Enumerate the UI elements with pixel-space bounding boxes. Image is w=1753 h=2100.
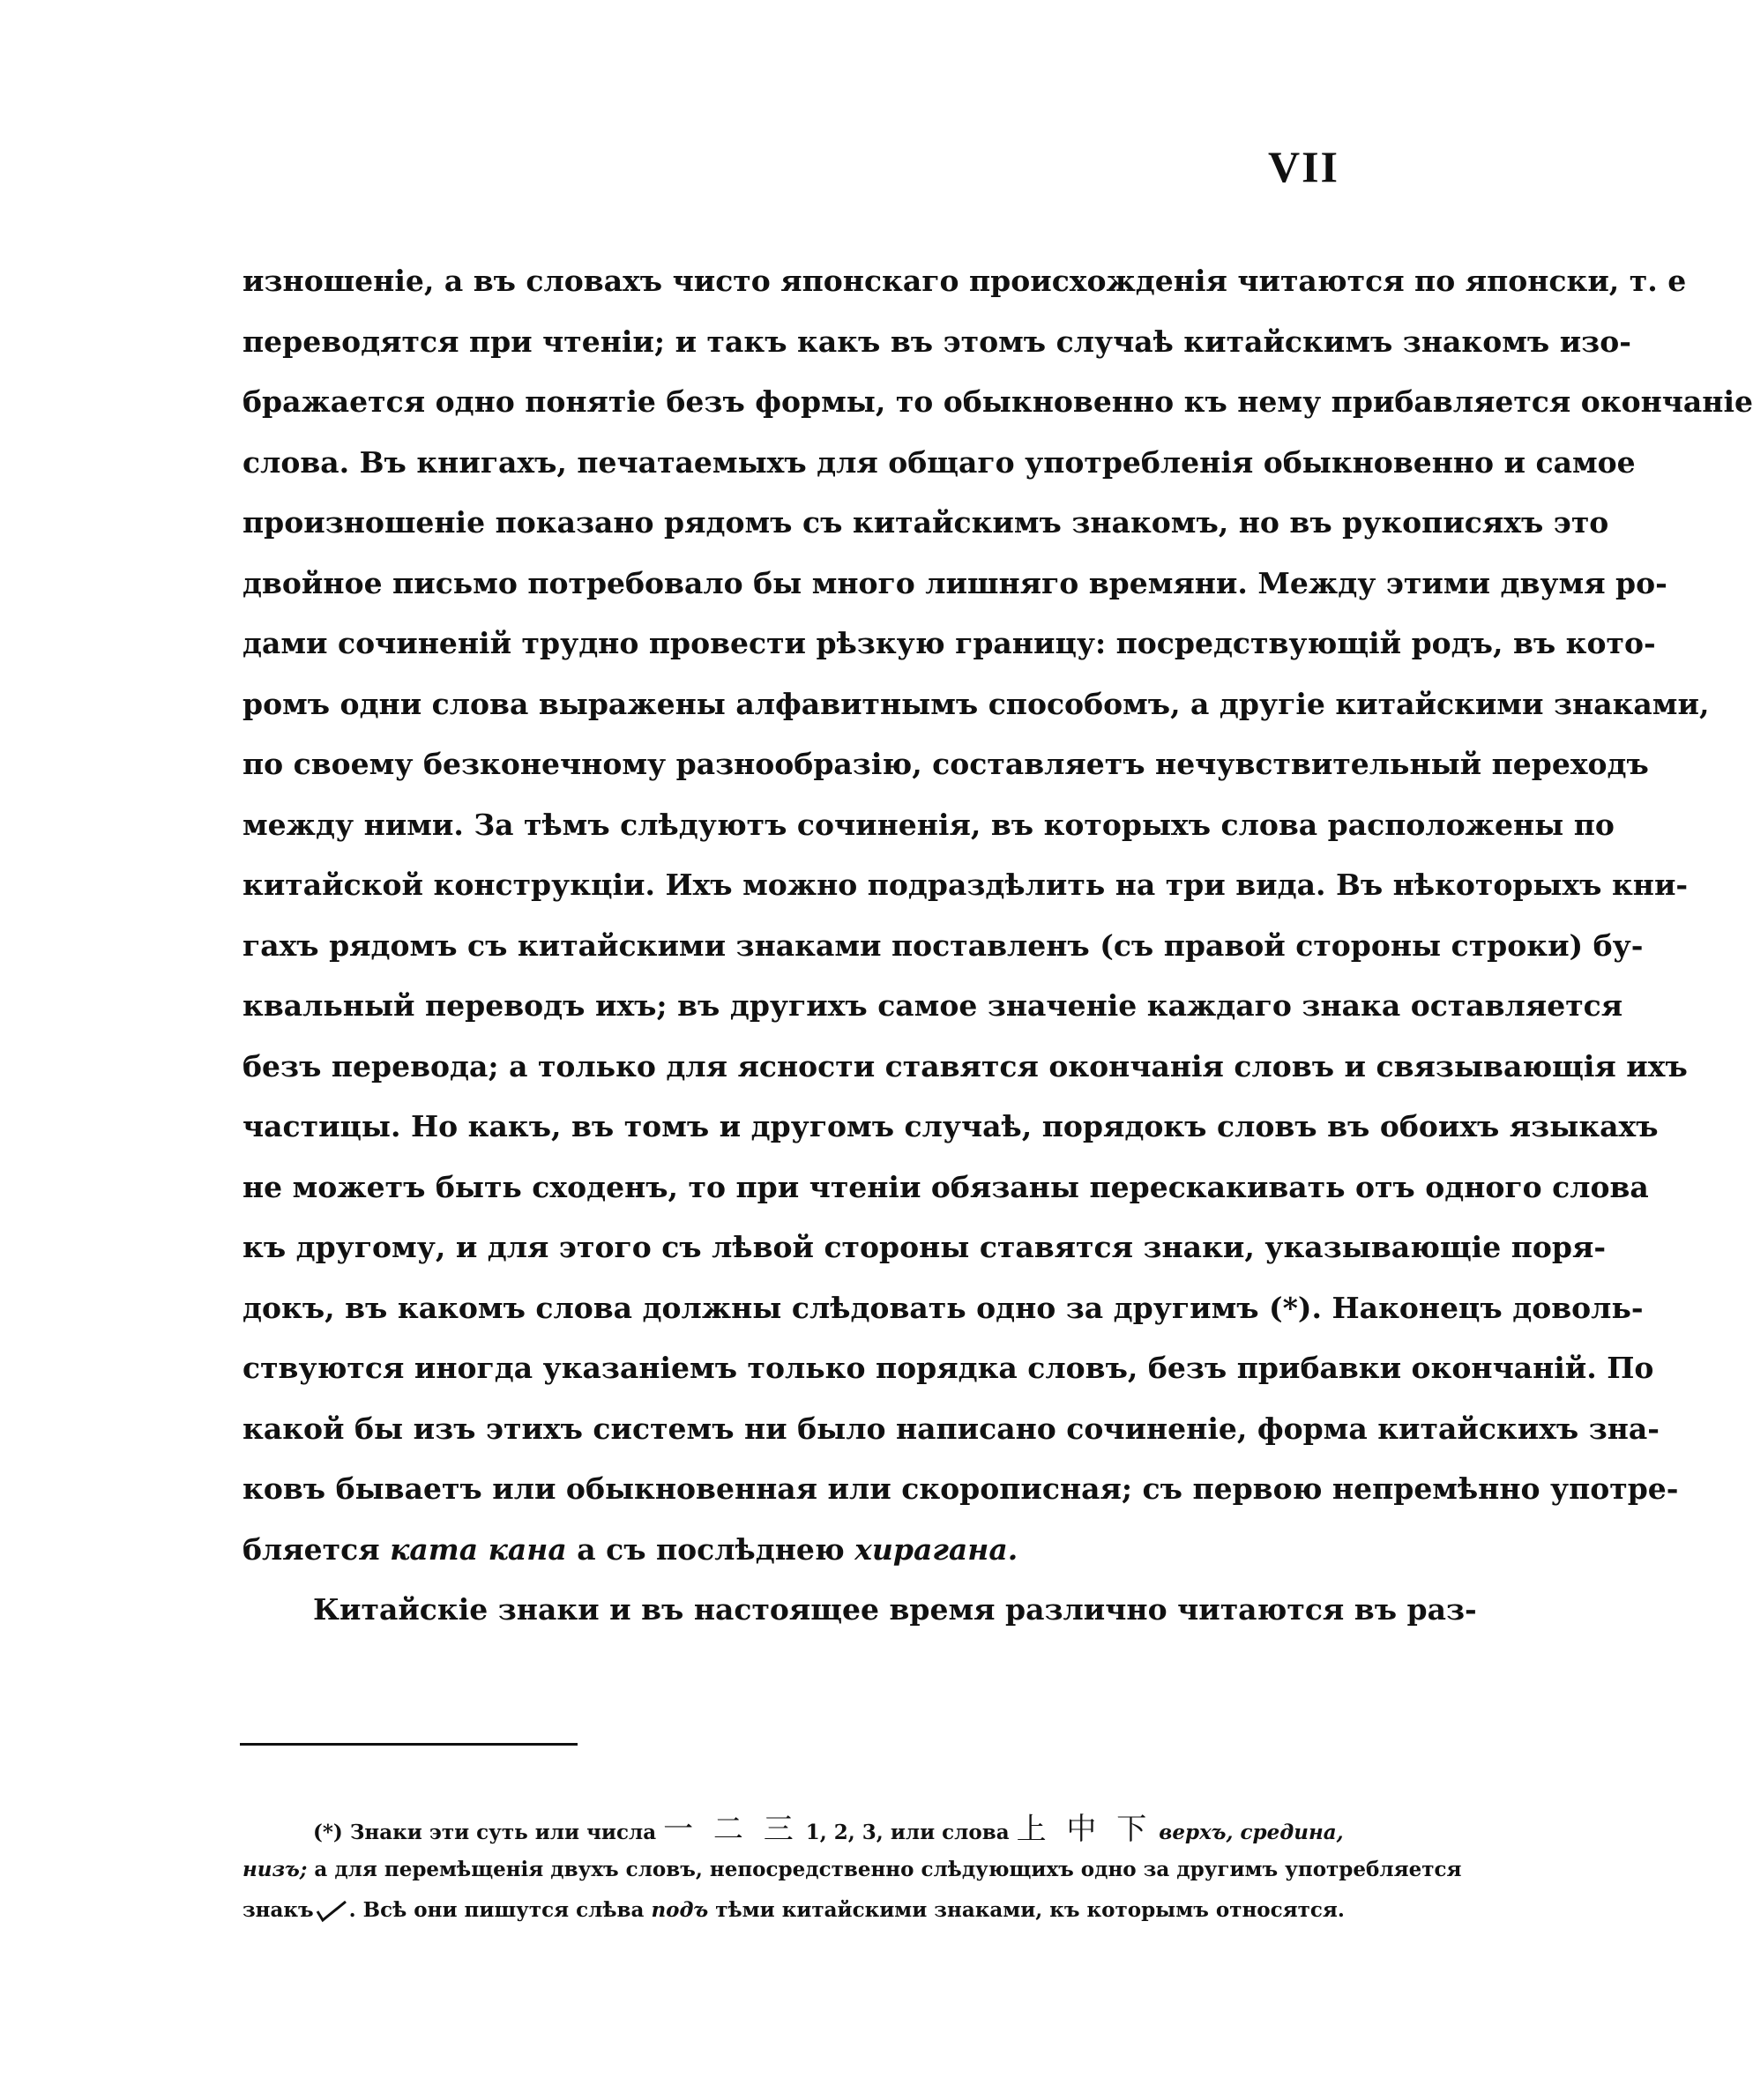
footnote-italic: подъ — [651, 1898, 709, 1922]
footnote-text: тѣми китайскими знаками, къ которымъ относятся. — [715, 1898, 1345, 1922]
text-line: между ними. За тѣмъ слѣдуютъ сочиненія, въ которыхъ слова расположены по — [242, 807, 1615, 842]
text-line-last — [242, 1520, 1349, 1581]
page-number: VII — [1267, 142, 1339, 191]
cjk-numerals: 一 二 三 — [663, 1812, 799, 1847]
text-line: безъ перевода; а только для ясности ставятся окончанія словъ и связывающія ихъ — [242, 1048, 1688, 1084]
term-kata-kana: ката кана — [390, 1531, 567, 1567]
text-line: китайской конструкціи. Ихъ можно подраздѣлить на три вида. Въ нѣкоторыхъ кни- — [242, 868, 1689, 902]
text-line: дами сочиненій трудно провести рѣзкую границу: посредствующій родъ, въ кото- — [242, 626, 1656, 660]
footnote-marker: (*) — [313, 1821, 343, 1844]
footnote-text: . Всѣ они пишутся слѣва — [348, 1898, 645, 1922]
footnote-text: а для перемѣщенія двухъ словъ, непосредственно слѣдующихъ одно за другимъ употребляется — [314, 1858, 1462, 1881]
text-line: бражается одно понятіе безъ формы, то обыкновенно къ нему прибавляется окончаніе — [242, 384, 1753, 419]
footnote-line-3 — [242, 1890, 1349, 1931]
text-line: квальный переводъ ихъ; въ другихъ самое значеніе каждаго знака оставляется — [242, 988, 1623, 1023]
text-line: не можетъ быть сходенъ, то при чтеніи обязаны перескакивать отъ одного слова — [242, 1169, 1649, 1204]
text-line: докъ, въ какомъ слова должны слѣдовать одно за другимъ (*). Наконецъ доволь- — [242, 1290, 1644, 1325]
footnote-line-1 — [242, 1809, 1349, 1850]
last-line-middle: а съ послѣднею — [577, 1531, 845, 1567]
text-line: двойное письмо потребовало бы много лишняго времяни. Между этими двумя ро- — [242, 565, 1667, 600]
text-line: произношеніе показано рядомъ съ китайскимъ знакомъ, но въ рукописяхъ это — [242, 505, 1609, 540]
footnote-text: знакъ — [242, 1898, 314, 1922]
text-line: какой бы изъ этихъ системъ ни было написано сочиненіе, форма китайскихъ зна- — [242, 1411, 1660, 1446]
term-hiragana: хирагана. — [854, 1531, 1018, 1567]
footnote-divider — [240, 1743, 578, 1746]
text-line: переводятся при чтеніи; и такъ какъ въ этомъ случаѣ китайскимъ знакомъ изо- — [242, 324, 1631, 359]
reorder-mark-icon — [314, 1899, 349, 1924]
cjk-position-words: 上 中 下 — [1016, 1812, 1153, 1847]
paragraph-2-line: Китайскіе знаки и въ настоящее время различно читаются въ раз- — [313, 1592, 1477, 1627]
text-line: ромъ одни слова выражены алфавитнымъ способомъ, а другіе китайскими знаками, — [242, 686, 1710, 721]
footnote-line-2 — [242, 1850, 1462, 1890]
text-line: изношеніе, а въ словахъ чисто японскаго происхожденія читаются по японски, т. е — [242, 264, 1687, 298]
last-line-prefix: бляется — [242, 1531, 380, 1567]
footnote-text: или слова — [890, 1821, 1010, 1844]
text-line: къ другому, и для этого съ лѣвой стороны ставятся знаки, указывающіе поря- — [242, 1230, 1607, 1264]
text-line: ковъ бываетъ или обыкновенная или скорописная; съ первою непремѣнно употре- — [242, 1471, 1679, 1506]
footnote-italic: низъ; — [242, 1858, 308, 1881]
text-line: гахъ рядомъ съ китайскими знаками поставленъ (съ правой стороны строки) бу- — [242, 927, 1644, 963]
footnote-numbers: 1, 2, 3, — [805, 1821, 884, 1844]
main-text — [242, 251, 1753, 1641]
text-line: частицы. Но какъ, въ томъ и другомъ случаѣ, порядокъ словъ въ обоихъ языкахъ — [242, 1109, 1659, 1143]
text-line: ствуются иногда указаніемъ только порядка словъ, безъ прибавки окончаній. По — [242, 1351, 1654, 1385]
footnote — [242, 1809, 1462, 1931]
text-line: слова. Въ книгахъ, печатаемыхъ для общаго употребленія обыкновенно и самое — [242, 444, 1636, 480]
footnote-text: Знаки эти суть или числа — [349, 1821, 657, 1844]
text-line: по своему безконечному разнообразію, составляетъ нечувствительный переходъ — [242, 747, 1649, 781]
footnote-italic: верхъ, средина, — [1159, 1821, 1344, 1844]
